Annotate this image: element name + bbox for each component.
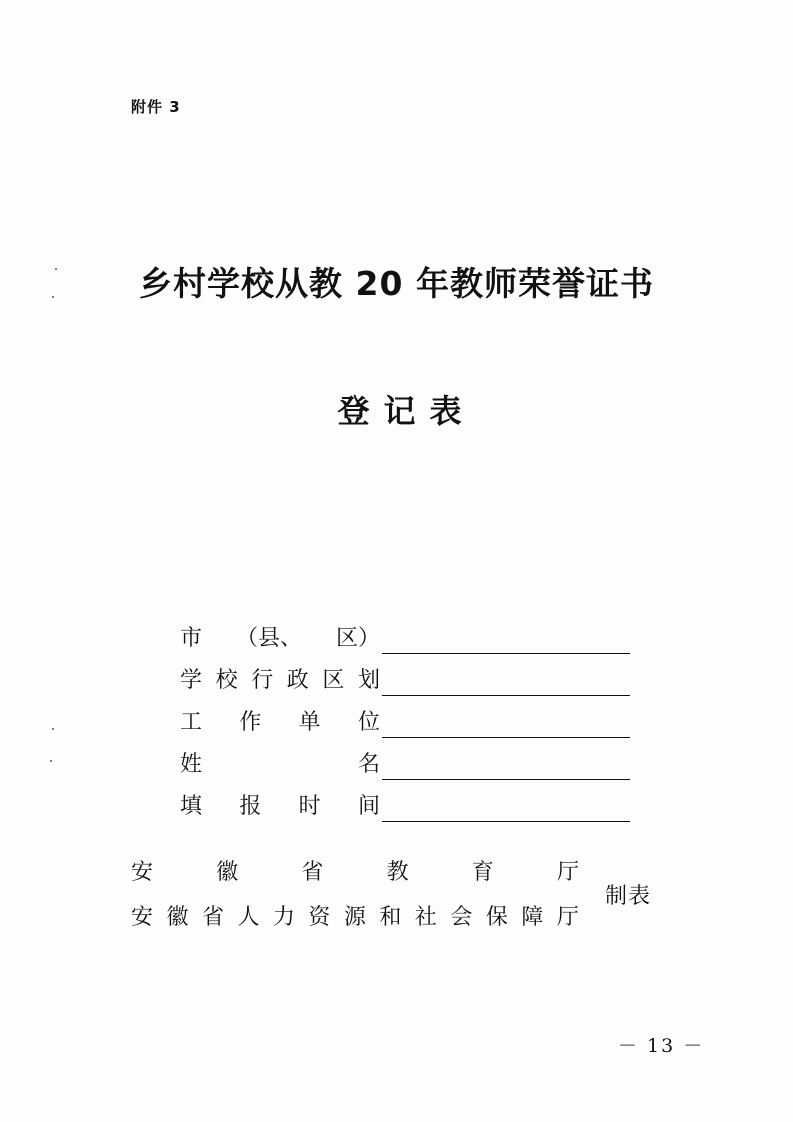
issuer-char: 厅 <box>556 860 579 885</box>
issuer-char: 保 <box>485 905 508 930</box>
label-char: 行 <box>251 668 274 693</box>
label-char: 市 <box>180 626 203 651</box>
issuer-char: 人 <box>237 905 260 930</box>
label-char: 作 <box>239 710 262 735</box>
issuer-char: 社 <box>414 905 437 930</box>
issuer-char: 力 <box>272 905 295 930</box>
issuer-education-department <box>131 858 579 888</box>
issuer-char: 会 <box>450 905 473 930</box>
field-label <box>180 708 380 738</box>
scan-speck <box>52 728 54 730</box>
attachment-label: 附件 3 <box>131 98 181 116</box>
label-char: 姓 <box>180 752 203 777</box>
field-label <box>180 792 380 822</box>
label-char: 位 <box>357 710 380 735</box>
label-char: （县、 <box>235 626 302 651</box>
document-subtitle: 登记表 <box>337 392 476 430</box>
issuer-char: 徽 <box>166 905 189 930</box>
issuer-char: 安 <box>131 905 154 930</box>
issuer-char: 省 <box>301 860 324 885</box>
field-city-county-district <box>180 612 640 654</box>
document-title: 乡村学校从教 20 年教师荣誉证书 <box>139 264 654 303</box>
issuer-char: 厅 <box>556 905 579 930</box>
label-char: 间 <box>357 794 380 819</box>
field-label <box>180 750 380 780</box>
field-input-line[interactable] <box>382 751 630 780</box>
field-name <box>180 738 640 780</box>
label-char: 校 <box>215 668 238 693</box>
field-input-line[interactable] <box>382 625 630 654</box>
label-char: 区 <box>322 668 345 693</box>
issuer-char: 资 <box>308 905 331 930</box>
label-char: 单 <box>298 710 321 735</box>
issuer-char: 障 <box>521 905 544 930</box>
field-input-line[interactable] <box>382 709 630 738</box>
field-work-unit <box>180 696 640 738</box>
issuer-hr-social-security-department <box>131 903 579 933</box>
page-number: － 13 － <box>618 1035 705 1057</box>
label-char: 填 <box>180 794 203 819</box>
issuer-char: 源 <box>343 905 366 930</box>
field-label <box>180 666 380 696</box>
issuer-char: 和 <box>379 905 402 930</box>
label-char: 划 <box>357 668 380 693</box>
label-char: 学 <box>180 668 203 693</box>
scan-speck <box>50 760 52 762</box>
scan-speck <box>52 296 54 298</box>
issuer-char: 育 <box>471 860 494 885</box>
registration-fields <box>180 612 640 822</box>
made-by-label: 制表 <box>605 884 652 909</box>
issuer-char: 教 <box>386 860 409 885</box>
issuer-char: 徽 <box>216 860 239 885</box>
issuing-authorities <box>131 858 671 948</box>
label-char: 报 <box>239 794 262 819</box>
field-school-admin-division <box>180 654 640 696</box>
issuer-char: 省 <box>201 905 224 930</box>
field-input-line[interactable] <box>382 793 630 822</box>
scan-speck <box>55 268 57 270</box>
field-fill-date <box>180 780 640 822</box>
label-char: 时 <box>298 794 321 819</box>
field-input-line[interactable] <box>382 667 630 696</box>
label-char: 政 <box>286 668 309 693</box>
label-char: 工 <box>180 710 203 735</box>
label-char: 名 <box>357 752 380 777</box>
issuer-char: 安 <box>131 860 154 885</box>
field-label <box>180 624 380 654</box>
label-char: 区） <box>335 626 380 651</box>
